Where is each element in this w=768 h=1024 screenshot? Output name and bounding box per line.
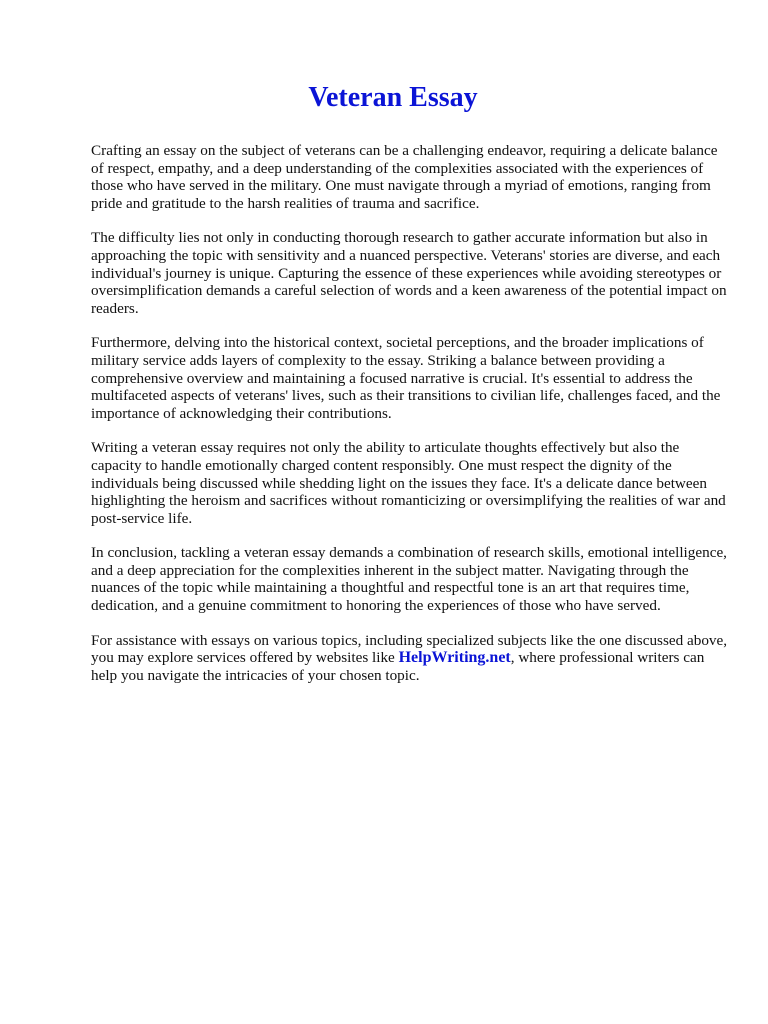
paragraph-2: The difficulty lies not only in conducting thorough research to gather accurate information but also in approaching the topic with sensitivity and a nuanced perspective. Veterans' stories are diverse, and each individual's journey is unique. Capturing the essence of these experiences while avoiding stereotypes or oversimplification demands a careful selection of words and a keen awareness of the potential impact on readers. <box>91 229 727 317</box>
essay-body <box>91 142 731 684</box>
paragraph-4: Writing a veteran essay requires not only the ability to articulate thoughts effectively but also the capacity to handle emotionally charged content responsibly. One must respect the dignity of the individuals being discussed while shedding light on the issues they face. It's a delicate dance between highlighting the heroism and sacrifices without romanticizing or oversimplifying the realities of war and post-service life. <box>91 439 726 527</box>
page-title: Veteran Essay <box>308 82 478 113</box>
paragraph-6-before-link: For assistance with essays on various topics, including specialized subjects like the one discussed above, you may explore services offered by websites like <box>91 631 728 667</box>
paragraph-3: Furthermore, delving into the historical context, societal perceptions, and the broader implications of military service adds layers of complexity to the essay. Striking a balance between providing a comprehensive overview and maintaining a focused narrative is crucial. It's essential to address the multifaceted aspects of veterans' lives, such as their transitions to civilian life, challenges faced, and the importance of acknowledging their contributions. <box>91 334 721 422</box>
paragraph-5: In conclusion, tackling a veteran essay demands a combination of research skills, emotional intelligence, and a deep appreciation for the complexities inherent in the subject matter. Navigating through the nuances of the topic while maintaining a thoughtful and respectful tone is an art that requires time, dedication, and a genuine commitment to honoring the experiences of those who have served. <box>91 544 727 615</box>
paragraph-6-after-link: , where professional writers can help you navigate the intricacies of your chosen topic. <box>91 649 705 684</box>
helpwriting-link[interactable]: HelpWriting.net <box>398 649 511 667</box>
paragraph-6 <box>91 632 731 685</box>
paragraph-1: Crafting an essay on the subject of veterans can be a challenging endeavor, requiring a delicate balance of respect, empathy, and a deep understanding of the complexities associated with the experiences of those who have served in the military. One must navigate through a myriad of emotions, ranging from pride and gratitude to the harsh realities of trauma and sacrifice. <box>91 142 718 212</box>
